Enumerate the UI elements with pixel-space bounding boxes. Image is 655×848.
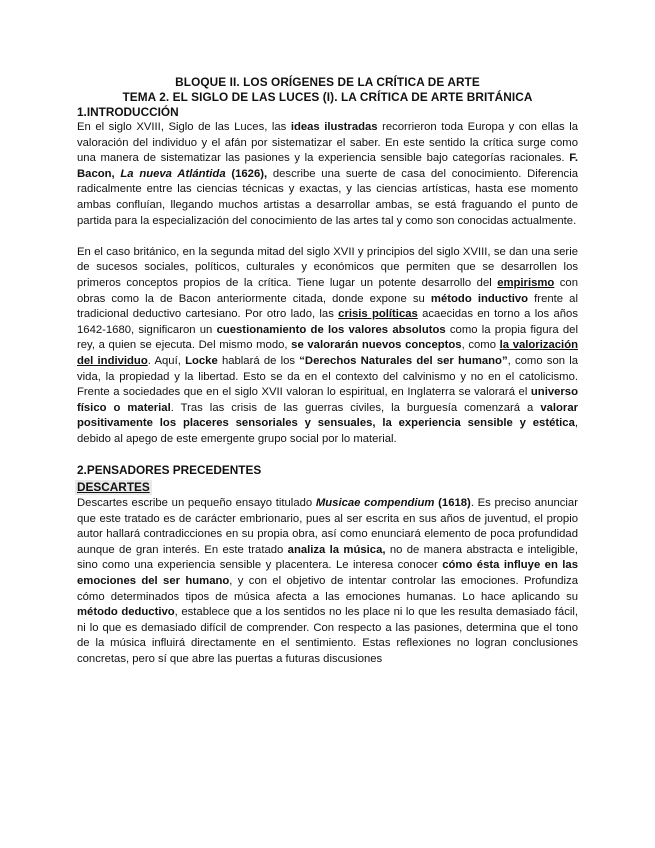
intro-paragraph-1: [77, 120, 578, 229]
text-run: “Derechos Naturales del ser humano”: [299, 354, 508, 367]
text-run: analiza la música,: [287, 543, 386, 556]
text-run: método deductivo: [77, 606, 175, 619]
text-run: Musicae compendium: [315, 497, 435, 510]
text-run: (1618): [434, 497, 471, 510]
text-run: se valorarán nuevos conceptos: [291, 339, 462, 352]
text-run: método inductivo: [430, 292, 529, 305]
subheading-row: [77, 478, 578, 496]
text-run: , como: [461, 339, 500, 352]
topic-title: TEMA 2. EL SIGLO DE LAS LUCES (I). LA CRÍTICA DE ARTE BRITÁNICA: [122, 90, 533, 104]
descartes-paragraph: [77, 496, 578, 668]
intro-paragraph-2: [77, 245, 578, 448]
text-run: . Aquí,: [147, 354, 186, 367]
text-run: empirismo: [497, 276, 555, 289]
text-run: (1626),: [225, 167, 268, 180]
text-run: , establece que a los sentidos no les place ni lo que les resulta demasiado fácil, ni lo que es demasiado difícil de comprender. Con respecto a las pasiones, determina que el tono de la música influirá directamente en el sentimiento. Estas reflexiones no logran conclusiones concretas, pero sí que abre las puertas a futuras discusiones: [77, 606, 579, 665]
subheading-descartes: DESCARTES: [77, 480, 150, 495]
text-run: frente al tradicional deductivo cartesiano. Por otro lado, las: [77, 292, 578, 321]
text-run: con obras como la de Bacon anteriormente citada, donde expone su: [77, 276, 578, 305]
block-title: BLOQUE II. LOS ORÍGENES DE LA CRÍTICA DE ARTE: [175, 75, 480, 89]
text-run: La nueva Atlántida: [120, 167, 226, 180]
text-run: F. Bacon,: [77, 152, 578, 180]
text-run: universo físico o material: [77, 386, 578, 414]
text-run: En el siglo XVIII, Siglo de las Luces, las: [77, 121, 291, 133]
text-run: valorar positivamente los placeres sensoriales y sensuales, la experiencia sensible y estética: [77, 401, 578, 430]
paragraph-spacer: [77, 447, 578, 463]
text-run: acaecidas en torno a los años 1642-1680, significaron un: [77, 308, 578, 336]
section-heading-pensadores: 2.PENSADORES PRECEDENTES: [77, 463, 262, 478]
text-run: hablará de los: [217, 354, 300, 367]
text-run: describe una suerte de casa del conocimiento. Diferencia radicalmente entre las ciencias técnicas y exactas, y las ciencias artísticas, hasta ese momento ambas confluían, llegando muchos artistas a desarrollar ambas, se está fraguando el punto de partida para la especialización del conocimiento de las artes tal y como son conocidas actualmente.: [77, 167, 578, 227]
text-run: . Tras las crisis de las guerras civiles, la burguesía comenzará a: [170, 401, 541, 414]
text-run: recorrieron toda Europa y con ellas la valoración del individuo y el afán por sistematizar el saber. En este sentido la crítica surge como una manera de sistematizar las pasiones y la experiencia sensible bajo categorías racionales.: [77, 121, 578, 165]
text-run: cuestionamiento de los valores absolutos: [216, 323, 446, 336]
text-run: como la propia figura del rey, a quien se ejecuta. Del mismo modo,: [77, 323, 578, 352]
text-run: ideas ilustradas: [290, 121, 378, 133]
text-run: no de manera abstracta e inteligible, sino como una experiencia sensible y placentera. Le interesa conocer: [77, 543, 578, 572]
text-run: crisis políticas: [338, 308, 418, 321]
text-run: la valorización del individuo: [77, 339, 578, 367]
text-run: . Es preciso anunciar que este tratado es de carácter embrionario, pues al ser escrita en sus años de juventud, el propio autor hallará contradicciones en su propia obra, así como enunciará elemento de poca profundidad aunque de gran interés. En este tratado: [77, 497, 578, 556]
paragraph-spacer: [77, 229, 578, 245]
text-run: Descartes escribe un pequeño ensayo titulado: [77, 497, 316, 510]
text-run: , como son la vida, la propiedad y la libertad. Esto se da en el contexto del calvinismo y no en el catolicismo. Frente a sociedades que en el siglo XVII valoran lo espiritual, en Inglaterra se valorará el: [77, 354, 579, 399]
text-run: cómo ésta influye en las emociones del ser humano: [77, 559, 578, 588]
text-run: , debido al apego de este emergente grupo social por lo material.: [77, 417, 578, 445]
text-run: , y con el objetivo de intentar controlar las emociones. Profundiza cómo determinados tipos de música afecta a las emociones humanas. Lo hace aplicando su: [77, 575, 578, 603]
section-heading-introduccion: 1.INTRODUCCIÓN: [77, 105, 179, 119]
text-run: En el caso británico, en la segunda mitad del siglo XVII y principios del siglo XVIII, se dan una serie de sucesos sociales, políticos, culturales y económicos que permiten que se desarrollen los primeros conceptos propios de la crítica. Tiene lugar un potente desarrollo del: [77, 245, 578, 289]
text-run: Locke: [185, 354, 218, 367]
